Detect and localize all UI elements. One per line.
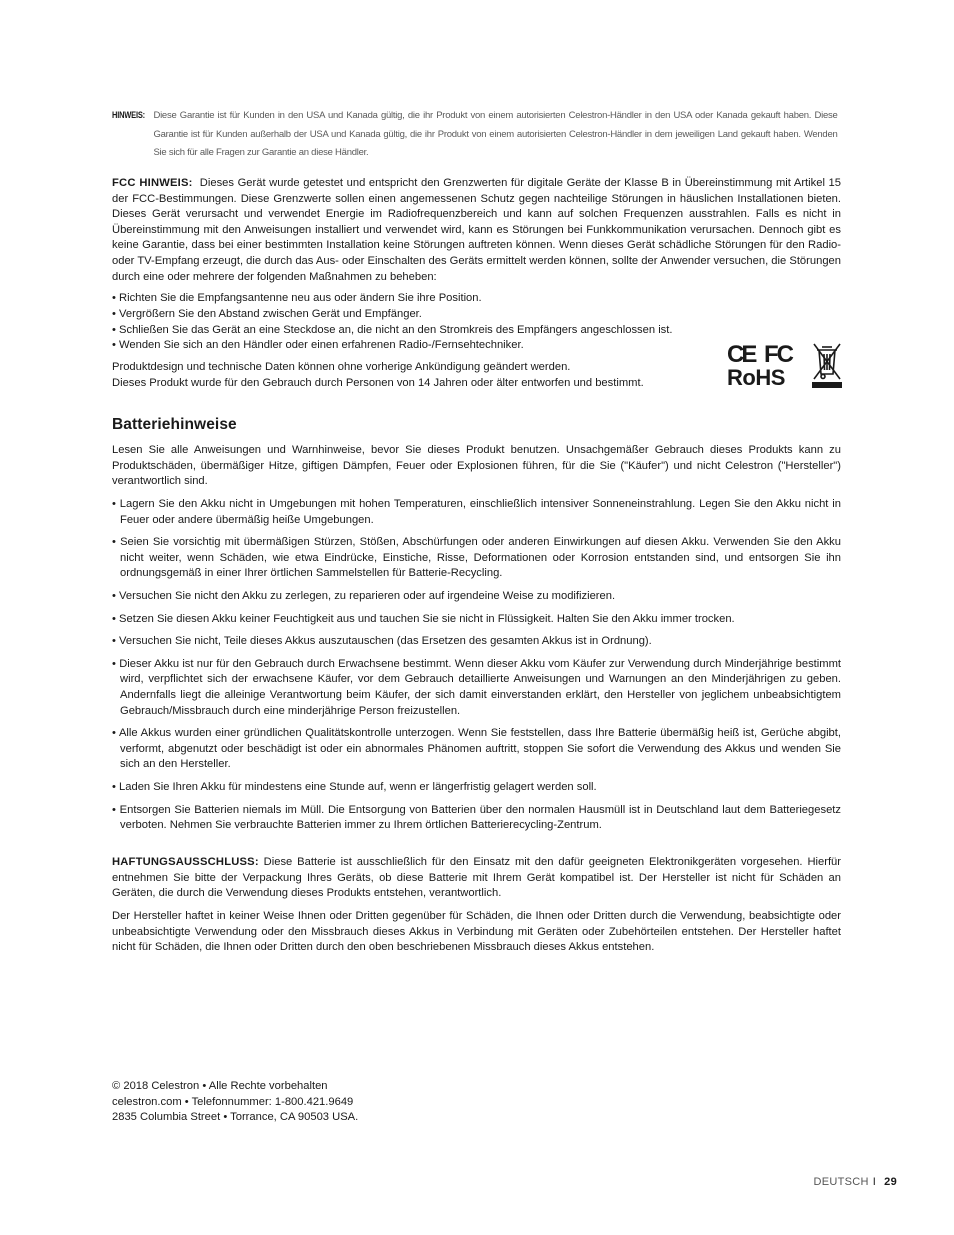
page-number-value: 29 (884, 1176, 897, 1188)
battery-warnings-list (112, 497, 841, 841)
address-line: 2835 Columbia Street • Torrance, CA 90503 USA. (112, 1111, 359, 1124)
list-item: • Seien Sie vorsichtig mit übermäßigen Stürzen, Stößen, Abschürfungen oder anderen Einwirkungen auf diesen Akku. Verwenden Sie den Akku nicht weiter, wenn Schäden, wie etwa Eindrücke, Einstiche, Risse, Deformationen oder Korrosion entstanden sind, und entsorgen Sie ihn ordnungsgemäß in einer Ihrer örtlichen Sammelstellen für Batterie-Recycling. (112, 536, 841, 580)
warranty-note-label: HINWEIS: (112, 110, 145, 121)
list-item: • Richten Sie die Empfangsantenne neu aus oder ändern Sie ihre Position. (112, 292, 482, 304)
list-item: • Setzen Sie diesen Akku keiner Feuchtigkeit aus und tauchen Sie sie nicht in Flüssigkeit. Halten Sie den Akku immer trocken. (112, 612, 735, 625)
warranty-note-text: Diese Garantie ist für Kunden in den USA und Kanada gültig, die ihr Produkt von einem autorisierten Celestron-Händler in den USA oder Kanada gekauft haben. Diese Garantie ist für Kunden außerhalb der USA und Kanada gültig, die ihr Produkt von einem autorisierten Celestron-Händler in dem jeweiligen Land gekauft haben. Wenden Sie sich für alle Fragen zur Garantie an diese Händler. (153, 110, 838, 158)
certification-logos (727, 341, 843, 391)
list-item: • Entsorgen Sie Batterien niemals im Müll. Die Entsorgung von Batterien über den normalen Hausmüll ist in Deutschland laut dem Batteriegesetz verboten. Nehmen Sie verbrauchte Batterien immer zu Ihrem örtlichen Batterierecycling-Zentrum. (112, 803, 841, 832)
page-number (814, 1176, 897, 1188)
page-separator: I (872, 1176, 877, 1188)
fcc-notice-label: FCC HINWEIS: (112, 177, 193, 189)
list-item: • Schließen Sie das Gerät an eine Steckdose an, die nicht an den Stromkreis des Empfängers angeschlossen ist. (112, 323, 673, 336)
product-info-line: Produktdesign und technische Daten können ohne vorherige Ankündigung geändert werden. (112, 361, 571, 373)
crossed-bin-icon (811, 341, 843, 389)
list-item: • Versuchen Sie nicht den Akku zu zerlegen, zu reparieren oder auf irgendeine Weise zu modifizieren. (112, 589, 616, 602)
list-item: • Wenden Sie sich an den Händler oder einen erfahrenen Radio-/Fernsehtechniker. (112, 339, 524, 352)
ce-mark-icon: CE (727, 341, 755, 368)
fcc-notice-text: Dieses Gerät wurde getestet und entspricht den Grenzwerten für digitale Geräte der Klasse B in Übereinstimmung mit Artikel 15 der FCC-Bestimmungen. Diese Grenzwerte sollen einen angemessenen Schutz gegen nachteilige Störungen in häuslichen Installationen bieten. Dieses Gerät verursacht und verwendet Energie im Radiofrequenzbereich und kann auf solchen Frequenzen ausstrahlen. Falls es nicht in Übereinstimmung mit den Anweisungen installiert und verwendet wird, kann es Störungen bei Funkkommunikation verursachen. Dennoch gibt es keine Garantie, dass bei einer bestimmten Installation keine Störungen auftreten können. Wenn dieses Gerät schädliche Störungen für den Radio- oder TV-Empfang erzeugt, die durch das Aus- oder Einschalten des Geräts ermittelt werden können, sollte der Anwender versuchen, die Störungen durch eine oder mehrere der folgenden Maßnahmen zu beheben: (112, 177, 841, 283)
page-language: DEUTSCH (813, 1176, 869, 1188)
list-item: • Alle Akkus wurden einer gründlichen Qualitätskontrolle unterzogen. Wenn Sie feststellen, dass Ihre Batterie übermäßig heiß ist, Gerüche abgibt, verformt, abgenutzt oder beschädigt ist oder ein abnormales Phänomen auftritt, stoppen Sie sofort die Verwendung des Akkus und wenden Sie sich an den Hersteller. (112, 727, 841, 771)
product-info-line: Dieses Produkt wurde für den Gebrauch durch Personen von 14 Jahren oder älter entworfen und bestimmt. (112, 376, 644, 389)
product-info (112, 360, 712, 392)
liability-disclaimer-text: Diese Batterie ist ausschließlich für den Einsatz mit den dafür geeigneten Elektronikgeräten vorgesehen. Hierfür entnehmen Sie bitte der Verpackung Ihres Geräts, ob diese Batterie mit Ihrem Gerät kompatibel ist. Der Hersteller ist nicht für Schäden an Geräten, die durch die Verwendung dieses Produkts entstehen, verantwortlich. (112, 856, 842, 900)
copyright-line: © 2018 Celestron • Alle Rechte vorbehalten (112, 1080, 328, 1092)
company-footer (112, 1079, 841, 1126)
fcc-notice (112, 176, 841, 285)
list-item: • Laden Sie Ihren Akku für mindestens eine Stunde auf, wenn er längerfristig gelagert werden soll. (112, 780, 597, 793)
battery-intro: Lesen Sie alle Anweisungen und Warnhinweise, bevor Sie dieses Produkt benutzen. Unsachgemäßer Gebrauch dieses Produkts kann zu Produktschäden, übermäßiger Hitze, giftigen Dämpfen, Feuer oder Explosionen führen, für die Sie ("Käufer") und nicht Celestron ("Hersteller") verantwortlich sind. (112, 444, 841, 488)
liability-disclaimer-label: HAFTUNGSAUSSCHLUSS: (112, 856, 259, 868)
warranty-note (112, 107, 841, 163)
battery-section-title: Batteriehinweise (112, 416, 237, 433)
list-item: • Lagern Sie den Akku nicht in Umgebungen mit hohen Temperaturen, einschließlich intensiver Sonneneinstrahlung. Legen Sie den Akku nicht in Feuer oder andere übermäßig heiße Umgebungen. (112, 498, 841, 526)
contact-line: celestron.com • Telefonnummer: 1-800.421.9649 (112, 1095, 354, 1108)
fcc-mark-icon: FC (764, 341, 792, 368)
list-item: • Vergrößern Sie den Abstand zwischen Gerät und Empfänger. (112, 307, 422, 320)
liability-paragraph: Der Hersteller haftet in keiner Weise Ihnen oder Dritten gegenüber für Schäden, die Ihnen oder Dritten durch die Verwendung, beabsichtigte oder unbeabsichtigte Verwendung oder den Missbrauch dieses Akkus in Verbindung mit Geräten oder Zubehörteilen entstehen. Der Hersteller haftet nicht für Schäden, die Ihnen oder Dritten durch den oben beschriebenen Missbrauch dieses Akkus entstehen. (112, 910, 841, 954)
list-item: • Dieser Akku ist nur für den Gebrauch durch Erwachsene bestimmt. Wenn dieser Akku vom Käufer zur Verwendung durch Minderjährige bestimmt wird, verpflichtet sich der erwachsene Käufer, vor dem Gebrauch detaillierte Anweisungen und Warnungen an den Minderjährigen zu geben. Andernfalls liegt die alleinige Verantwortung beim Käufer, der sich damit einverstanden erklärt, den Hersteller von jeglichem unbeabsichtigtem Gebrauch/Missbrauch durch eine minderjährige Person freizustellen. (112, 657, 841, 717)
rohs-mark-icon: RoHS (727, 365, 785, 390)
liability-disclaimer (112, 855, 841, 902)
list-item: • Versuchen Sie nicht, Teile dieses Akkus auszutauschen (das Ersetzen des gesamten Akkus ist in Ordnung). (112, 635, 652, 648)
